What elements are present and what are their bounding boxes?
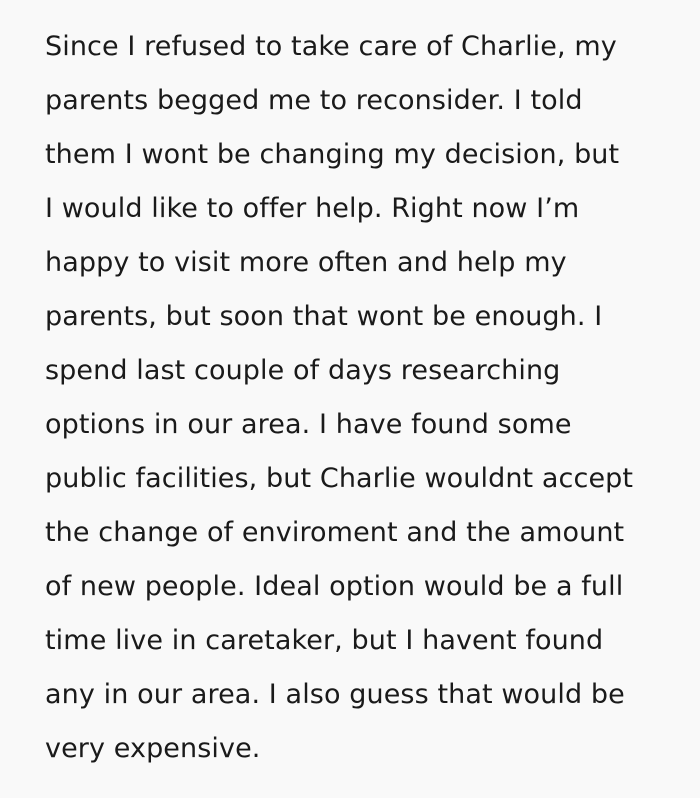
story-line: I would like to offer help. Right now I’m <box>45 193 580 224</box>
story-line: options in our area. I have found some <box>45 409 572 440</box>
story-line: public facilities, but Charlie wouldnt accept <box>45 463 634 494</box>
story-line: any in our area. I also guess that would be <box>45 679 625 710</box>
story-line: them I wont be changing my decision, but <box>45 139 620 170</box>
story-line: spend last couple of days researching <box>45 355 561 386</box>
story-line: of new people. Ideal option would be a full <box>45 571 624 602</box>
story-line: Since I refused to take care of Charlie, my <box>45 31 617 62</box>
story-line: parents, but soon that wont be enough. I <box>45 301 603 332</box>
story-line: very expensive. <box>45 733 261 764</box>
story-line: parents begged me to reconsider. I told <box>45 85 583 116</box>
story-line: happy to visit more often and help my <box>45 247 567 278</box>
story-line: time live in caretaker, but I havent found <box>45 625 604 656</box>
story-line: the change of enviroment and the amount <box>45 517 625 548</box>
